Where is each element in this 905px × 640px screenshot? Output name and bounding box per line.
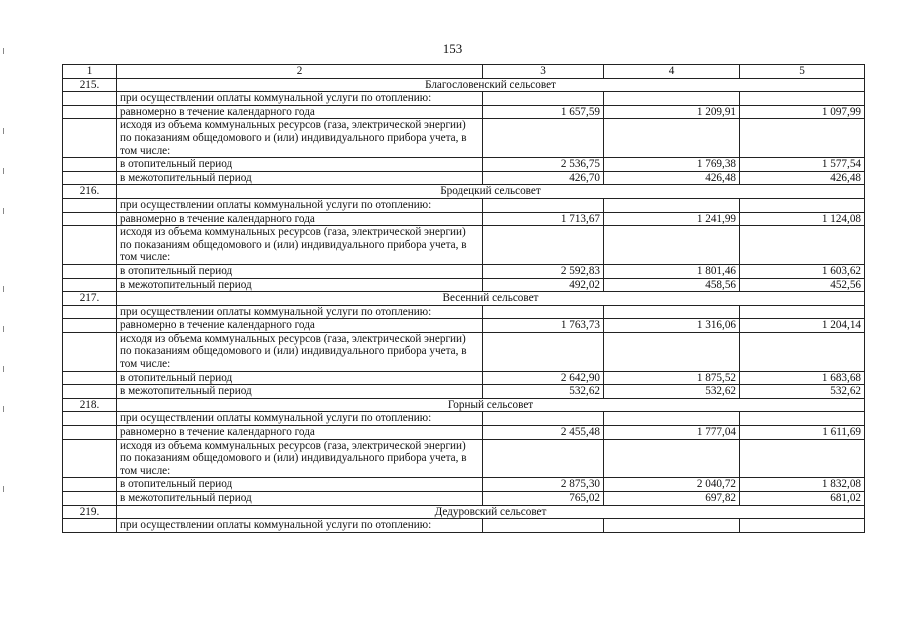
settlement-row [63, 398, 865, 412]
number-cell-empty [63, 92, 117, 106]
table-row [63, 171, 865, 185]
row-description: в межотопительный период [117, 278, 483, 292]
column-header-4: 4 [604, 65, 740, 79]
section-number: 218. [63, 398, 117, 412]
value-col-4: 2 040,72 [604, 478, 740, 492]
value-col-5: 1 204,14 [740, 319, 865, 333]
number-cell-empty [63, 412, 117, 426]
value-col-5: 1 603,62 [740, 264, 865, 278]
value-col-5 [740, 198, 865, 212]
value-col-5: 452,56 [740, 278, 865, 292]
number-cell-empty [63, 212, 117, 226]
number-cell-empty [63, 278, 117, 292]
value-col-5 [740, 119, 865, 158]
value-col-3: 2 455,48 [483, 426, 604, 440]
number-cell-empty [63, 332, 117, 371]
column-header-1: 1 [63, 65, 117, 79]
section-number: 219. [63, 505, 117, 519]
table-row [63, 371, 865, 385]
table-row [63, 305, 865, 319]
row-description: при осуществлении оплаты коммунальной услуги по отоплению: [117, 305, 483, 319]
value-col-3: 426,70 [483, 171, 604, 185]
value-col-5 [740, 439, 865, 478]
row-description: в межотопительный период [117, 492, 483, 506]
value-col-3 [483, 119, 604, 158]
section-number: 215. [63, 78, 117, 92]
value-col-4: 1 241,99 [604, 212, 740, 226]
scan-gutter-marks [3, 40, 7, 560]
value-col-4: 1 769,38 [604, 158, 740, 172]
row-description: исходя из объема коммунальных ресурсов (газа, электрической энергии) по показаниям общедомового и (или) индивидуального прибора учета, в том числе: [117, 332, 483, 371]
settlement-row [63, 185, 865, 199]
value-col-3: 765,02 [483, 492, 604, 506]
number-cell-empty [63, 198, 117, 212]
table-row [63, 439, 865, 478]
value-col-5: 1 611,69 [740, 426, 865, 440]
value-col-5: 426,48 [740, 171, 865, 185]
number-cell-empty [63, 439, 117, 478]
value-col-4 [604, 412, 740, 426]
section-number: 217. [63, 292, 117, 306]
settlement-name: Благословенский сельсовет [117, 78, 865, 92]
table-row [63, 385, 865, 399]
value-col-4: 458,56 [604, 278, 740, 292]
value-col-4: 426,48 [604, 171, 740, 185]
value-col-3 [483, 412, 604, 426]
settlement-row [63, 292, 865, 306]
table-row [63, 412, 865, 426]
number-cell-empty [63, 319, 117, 333]
column-header-2: 2 [117, 65, 483, 79]
value-col-4 [604, 332, 740, 371]
value-col-3: 2 536,75 [483, 158, 604, 172]
value-col-3: 1 713,67 [483, 212, 604, 226]
number-cell-empty [63, 385, 117, 399]
value-col-5: 681,02 [740, 492, 865, 506]
value-col-4: 697,82 [604, 492, 740, 506]
column-header-3: 3 [483, 65, 604, 79]
value-col-4: 532,62 [604, 385, 740, 399]
value-col-5 [740, 412, 865, 426]
tariff-table [62, 64, 865, 533]
value-col-3: 2 875,30 [483, 478, 604, 492]
value-col-3: 532,62 [483, 385, 604, 399]
value-col-4: 1 209,91 [604, 105, 740, 119]
table-row [63, 212, 865, 226]
section-number: 216. [63, 185, 117, 199]
value-col-3 [483, 305, 604, 319]
table-row [63, 198, 865, 212]
settlement-name: Бродецкий сельсовет [117, 185, 865, 199]
number-cell-empty [63, 264, 117, 278]
settlement-row [63, 78, 865, 92]
value-col-5: 532,62 [740, 385, 865, 399]
tariff-table-body [63, 65, 865, 533]
row-description: при осуществлении оплаты коммунальной услуги по отоплению: [117, 92, 483, 106]
value-col-3 [483, 439, 604, 478]
value-col-5 [740, 92, 865, 106]
row-description: при осуществлении оплаты коммунальной услуги по отоплению: [117, 412, 483, 426]
row-description: в отопительный период [117, 478, 483, 492]
value-col-3: 2 592,83 [483, 264, 604, 278]
value-col-5: 1 124,08 [740, 212, 865, 226]
value-col-5 [740, 226, 865, 265]
table-row [63, 278, 865, 292]
value-col-5: 1 832,08 [740, 478, 865, 492]
table-row [63, 226, 865, 265]
row-description: исходя из объема коммунальных ресурсов (газа, электрической энергии) по показаниям общедомового и (или) индивидуального прибора учета, в том числе: [117, 439, 483, 478]
value-col-3 [483, 519, 604, 533]
value-col-4 [604, 305, 740, 319]
row-description: при осуществлении оплаты коммунальной услуги по отоплению: [117, 198, 483, 212]
settlement-name: Весенний сельсовет [117, 292, 865, 306]
table-row [63, 426, 865, 440]
value-col-3 [483, 92, 604, 106]
value-col-3: 1 763,73 [483, 319, 604, 333]
value-col-4 [604, 226, 740, 265]
value-col-4: 1 801,46 [604, 264, 740, 278]
table-row [63, 519, 865, 533]
number-cell-empty [63, 171, 117, 185]
value-col-5: 1 577,54 [740, 158, 865, 172]
table-row [63, 319, 865, 333]
number-cell-empty [63, 519, 117, 533]
value-col-4 [604, 439, 740, 478]
value-col-3: 2 642,90 [483, 371, 604, 385]
table-row [63, 92, 865, 106]
value-col-3 [483, 198, 604, 212]
value-col-3: 492,02 [483, 278, 604, 292]
table-row [63, 492, 865, 506]
value-col-5: 1 683,68 [740, 371, 865, 385]
number-cell-empty [63, 492, 117, 506]
value-col-5 [740, 305, 865, 319]
value-col-3: 1 657,59 [483, 105, 604, 119]
row-description: при осуществлении оплаты коммунальной услуги по отоплению: [117, 519, 483, 533]
table-row [63, 332, 865, 371]
table-row [63, 264, 865, 278]
value-col-4 [604, 92, 740, 106]
value-col-4: 1 777,04 [604, 426, 740, 440]
settlement-row [63, 505, 865, 519]
row-description: равномерно в течение календарного года [117, 212, 483, 226]
table-row [63, 105, 865, 119]
row-description: в межотопительный период [117, 385, 483, 399]
number-cell-empty [63, 371, 117, 385]
row-description: равномерно в течение календарного года [117, 426, 483, 440]
value-col-4: 1 316,06 [604, 319, 740, 333]
number-cell-empty [63, 305, 117, 319]
row-description: в межотопительный период [117, 171, 483, 185]
row-description: в отопительный период [117, 371, 483, 385]
row-description: в отопительный период [117, 158, 483, 172]
value-col-5 [740, 519, 865, 533]
number-cell-empty [63, 119, 117, 158]
number-cell-empty [63, 426, 117, 440]
value-col-5 [740, 332, 865, 371]
row-description: равномерно в течение календарного года [117, 319, 483, 333]
row-description: исходя из объема коммунальных ресурсов (газа, электрической энергии) по показаниям общедомового и (или) индивидуального прибора учета, в том числе: [117, 226, 483, 265]
value-col-4 [604, 119, 740, 158]
settlement-name: Горный сельсовет [117, 398, 865, 412]
number-cell-empty [63, 478, 117, 492]
column-header-row [63, 65, 865, 79]
table-row [63, 119, 865, 158]
column-header-5: 5 [740, 65, 865, 79]
row-description: исходя из объема коммунальных ресурсов (газа, электрической энергии) по показаниям общедомового и (или) индивидуального прибора учета, в том числе: [117, 119, 483, 158]
page-number: 153 [442, 41, 463, 56]
value-col-3 [483, 226, 604, 265]
value-col-3 [483, 332, 604, 371]
table-row [63, 478, 865, 492]
value-col-5: 1 097,99 [740, 105, 865, 119]
settlement-name: Дедуровский сельсовет [117, 505, 865, 519]
number-cell-empty [63, 158, 117, 172]
number-cell-empty [63, 226, 117, 265]
value-col-4 [604, 198, 740, 212]
number-cell-empty [63, 105, 117, 119]
row-description: в отопительный период [117, 264, 483, 278]
table-row [63, 158, 865, 172]
row-description: равномерно в течение календарного года [117, 105, 483, 119]
value-col-4: 1 875,52 [604, 371, 740, 385]
value-col-4 [604, 519, 740, 533]
